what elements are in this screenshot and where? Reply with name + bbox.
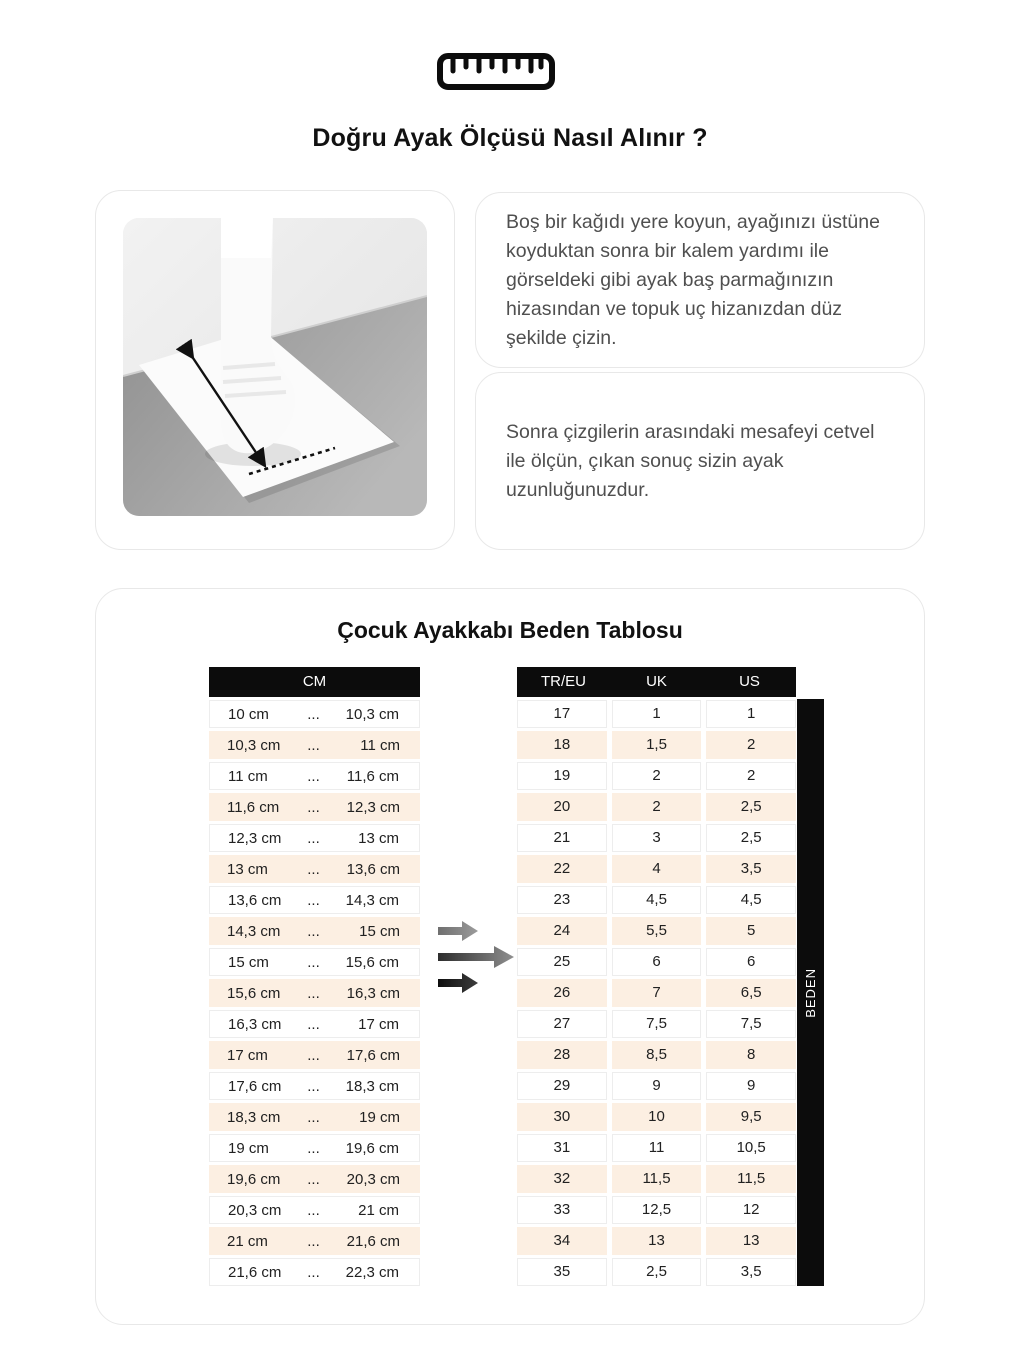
beden-side-label: [797, 699, 824, 1286]
table-cell: 12,5: [612, 1196, 702, 1224]
table-cell: 17: [517, 700, 607, 728]
table-cell: ...: [307, 860, 320, 878]
table-cell: 30: [517, 1103, 607, 1131]
table-row: [517, 793, 796, 821]
table-cell: 21: [517, 824, 607, 852]
table-cell: 19: [517, 762, 607, 790]
table-cell: 4,5: [706, 886, 796, 914]
size-table-card: [95, 588, 925, 1325]
table-cell: 2: [706, 762, 796, 790]
table-cell: 10: [612, 1103, 702, 1131]
table-cell: 9: [706, 1072, 796, 1100]
table-row: [517, 1258, 796, 1286]
table-row: [209, 979, 420, 1007]
table-cell: ...: [307, 1201, 320, 1219]
table-cell: 16,3 cm: [346, 984, 400, 1002]
table-cell: 11 cm: [228, 767, 268, 785]
cm-table-rows: [209, 700, 420, 1286]
column-header: UK: [646, 673, 667, 690]
table-cell: 2: [612, 762, 702, 790]
size-table-title: Çocuk Ayakkabı Beden Tablosu: [337, 617, 683, 643]
table-cell: 29: [517, 1072, 607, 1100]
table-cell: 15 cm: [228, 953, 269, 971]
table-row: [517, 1010, 796, 1038]
table-cell: ...: [307, 705, 320, 723]
table-row: [517, 1041, 796, 1069]
table-cell: 10,3 cm: [345, 705, 399, 723]
table-cell: 10,5: [706, 1134, 796, 1162]
table-row: [517, 762, 796, 790]
table-cell: 21 cm: [227, 1232, 268, 1250]
table-row: [209, 1134, 420, 1162]
table-cell: 20,3 cm: [228, 1201, 282, 1219]
table-cell: ...: [307, 984, 320, 1002]
table-cell: 6,5: [706, 979, 796, 1007]
table-cell: ...: [307, 1232, 320, 1250]
table-cell: 8,5: [612, 1041, 702, 1069]
beden-label-text: BEDEN: [803, 967, 818, 1018]
table-cell: 21 cm: [358, 1201, 399, 1219]
table-cell: 11,5: [612, 1165, 702, 1193]
table-cell: 13,6 cm: [346, 860, 400, 878]
table-cell: 28: [517, 1041, 607, 1069]
table-row: [209, 731, 420, 759]
cm-table-header: CM: [209, 667, 420, 697]
table-cell: ...: [307, 767, 320, 785]
table-cell: 1: [706, 700, 796, 728]
table-cell: 19,6 cm: [345, 1139, 399, 1157]
table-cell: 17 cm: [227, 1046, 268, 1064]
table-cell: 22: [517, 855, 607, 883]
table-cell: 2,5: [612, 1258, 702, 1286]
table-cell: 11,5: [706, 1165, 796, 1193]
table-cell: 15,6 cm: [227, 984, 281, 1002]
international-size-table: [517, 667, 796, 1286]
table-cell: ...: [307, 953, 320, 971]
table-cell: 7: [612, 979, 702, 1007]
table-cell: ...: [307, 736, 320, 754]
size-table-rows: [517, 700, 796, 1286]
table-cell: 13: [612, 1227, 702, 1255]
table-cell: 18,3 cm: [227, 1108, 281, 1126]
table-row: [517, 700, 796, 728]
table-cell: ...: [307, 922, 320, 940]
table-cell: 8: [706, 1041, 796, 1069]
table-cell: 12,3 cm: [228, 829, 282, 847]
table-row: [209, 1103, 420, 1131]
table-cell: 16,3 cm: [228, 1015, 282, 1033]
table-cell: ...: [307, 891, 320, 909]
table-cell: 11 cm: [360, 736, 400, 754]
table-cell: 13 cm: [358, 829, 399, 847]
table-row: [209, 1010, 420, 1038]
table-cell: 6: [706, 948, 796, 976]
table-row: [517, 1227, 796, 1255]
table-cell: 13,6 cm: [228, 891, 282, 909]
table-cell: 23: [517, 886, 607, 914]
table-row: [209, 1165, 420, 1193]
table-cell: 5,5: [612, 917, 702, 945]
table-cell: 19 cm: [228, 1139, 269, 1157]
table-cell: ...: [307, 1170, 320, 1188]
table-row: [209, 886, 420, 914]
table-cell: 21,6 cm: [346, 1232, 400, 1250]
table-row: [517, 917, 796, 945]
table-cell: 3,5: [706, 855, 796, 883]
table-cell: 2: [706, 731, 796, 759]
table-cell: 11: [612, 1134, 702, 1162]
table-row: [209, 700, 420, 728]
table-cell: 1,5: [612, 731, 702, 759]
table-cell: 24: [517, 917, 607, 945]
table-row: [209, 1072, 420, 1100]
column-header: TR/EU: [541, 673, 586, 690]
table-cell: 11,6 cm: [346, 767, 399, 785]
table-cell: 2: [612, 793, 702, 821]
table-cell: 27: [517, 1010, 607, 1038]
page-title: Doğru Ayak Ölçüsü Nasıl Alınır ?: [312, 124, 708, 152]
table-row: [517, 1072, 796, 1100]
column-header: US: [739, 673, 760, 690]
table-cell: 13 cm: [227, 860, 268, 878]
table-cell: 17,6 cm: [346, 1046, 400, 1064]
table-cell: 4,5: [612, 886, 702, 914]
cm-table: [209, 667, 420, 1286]
table-cell: 10,3 cm: [227, 736, 281, 754]
table-cell: 5: [706, 917, 796, 945]
table-cell: 14,3 cm: [345, 891, 399, 909]
table-row: [209, 762, 420, 790]
table-cell: ...: [307, 1108, 320, 1126]
table-cell: 9: [612, 1072, 702, 1100]
table-cell: ...: [307, 1046, 320, 1064]
table-cell: 15 cm: [359, 922, 400, 940]
table-row: [517, 1196, 796, 1224]
table-cell: ...: [307, 829, 320, 847]
size-table-header: [517, 667, 796, 697]
instruction-step-1-text: Boş bir kağıdı yere koyun, ayağınızı üstüne koyduktan sonra bir kalem yardımı ile görseldeki gibi ayak baş parmağınızın hizasından ve topuk uç hizanızdan düz şekilde çizin.: [506, 210, 880, 349]
table-row: [517, 948, 796, 976]
table-cell: 2,5: [706, 793, 796, 821]
table-cell: 18,3 cm: [345, 1077, 399, 1095]
table-row: [209, 948, 420, 976]
table-cell: ...: [307, 798, 320, 816]
table-cell: 13: [706, 1227, 796, 1255]
instruction-step-1: [475, 192, 925, 368]
table-cell: 14,3 cm: [227, 922, 281, 940]
table-cell: 9,5: [706, 1103, 796, 1131]
table-cell: 31: [517, 1134, 607, 1162]
table-cell: 3: [612, 824, 702, 852]
table-row: [517, 1165, 796, 1193]
table-row: [517, 1103, 796, 1131]
table-row: [517, 886, 796, 914]
table-cell: 35: [517, 1258, 607, 1286]
instruction-step-2-text: Sonra çizgilerin arasındaki mesafeyi cetvel ile ölçün, çıkan sonuç sizin ayak uzunluğunuzdur.: [506, 420, 875, 501]
table-cell: 19,6 cm: [227, 1170, 281, 1188]
table-cell: 18: [517, 731, 607, 759]
table-row: [209, 855, 420, 883]
table-row: [517, 1134, 796, 1162]
table-cell: 1: [612, 700, 702, 728]
table-cell: 32: [517, 1165, 607, 1193]
table-row: [209, 1227, 420, 1255]
table-row: [209, 917, 420, 945]
table-row: [517, 824, 796, 852]
table-row: [517, 731, 796, 759]
table-cell: 20: [517, 793, 607, 821]
table-cell: ...: [307, 1077, 320, 1095]
table-cell: 11,6 cm: [227, 798, 280, 816]
table-row: [209, 1258, 420, 1286]
table-cell: 25: [517, 948, 607, 976]
table-cell: 33: [517, 1196, 607, 1224]
table-cell: 21,6 cm: [228, 1263, 282, 1281]
table-cell: 7,5: [612, 1010, 702, 1038]
table-cell: 3,5: [706, 1258, 796, 1286]
table-row: [209, 824, 420, 852]
table-cell: 19 cm: [359, 1108, 400, 1126]
table-cell: 17,6 cm: [228, 1077, 282, 1095]
table-row: [517, 979, 796, 1007]
table-cell: 34: [517, 1227, 607, 1255]
table-cell: 10 cm: [228, 705, 269, 723]
instruction-step-2: [475, 372, 925, 550]
table-row: [209, 793, 420, 821]
table-cell: 4: [612, 855, 702, 883]
table-cell: ...: [307, 1139, 320, 1157]
table-cell: 15,6 cm: [345, 953, 399, 971]
table-cell: 6: [612, 948, 702, 976]
table-cell: 7,5: [706, 1010, 796, 1038]
table-row: [209, 1196, 420, 1224]
table-cell: 2,5: [706, 824, 796, 852]
measurement-photo-card: [95, 190, 455, 550]
table-cell: ...: [307, 1263, 320, 1281]
transfer-arrows-icon: [438, 921, 518, 998]
table-cell: ...: [307, 1015, 320, 1033]
table-cell: 22,3 cm: [345, 1263, 399, 1281]
table-cell: 12: [706, 1196, 796, 1224]
table-row: [209, 1041, 420, 1069]
ruler-icon: [436, 52, 556, 92]
table-row: [517, 855, 796, 883]
table-cell: 26: [517, 979, 607, 1007]
foot-measurement-image: [123, 218, 427, 516]
table-cell: 12,3 cm: [346, 798, 400, 816]
table-cell: 17 cm: [358, 1015, 399, 1033]
table-cell: 20,3 cm: [346, 1170, 400, 1188]
